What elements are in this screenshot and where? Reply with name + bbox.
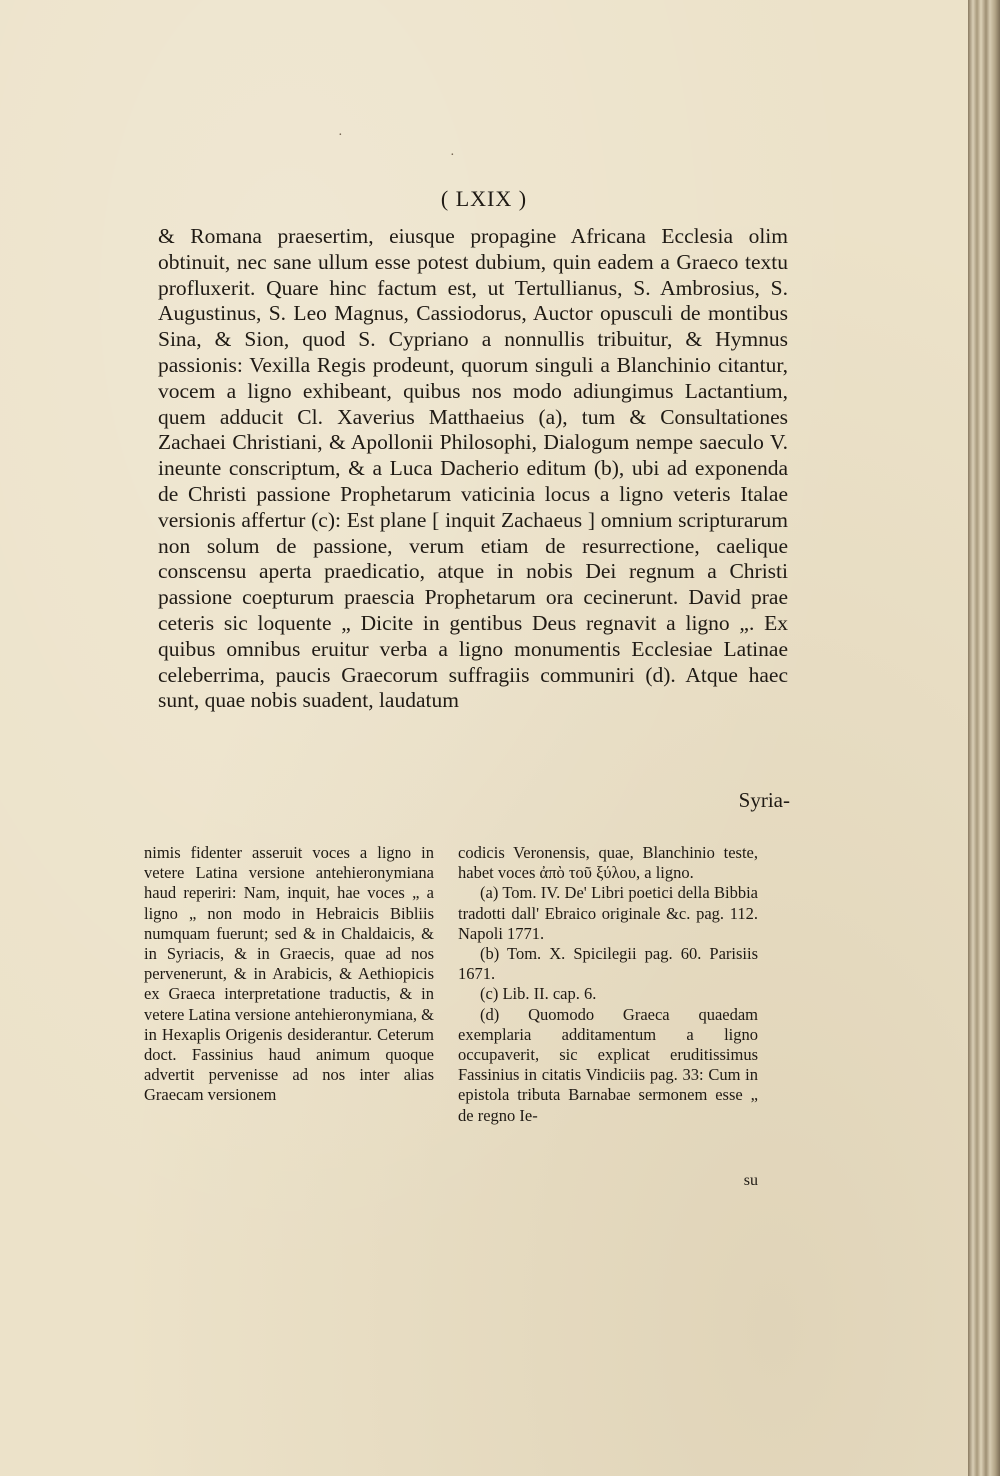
footnote-continuation: codicis Veronensis, quae, Blanchinio teste, habet voces ἀπὸ τοῦ ξύλου, a ligno. [458, 843, 758, 883]
footnote-column-right [458, 843, 758, 1126]
catchword-main: Syria- [738, 788, 790, 812]
footnote-b: (b) Tom. X. Spicilegii pag. 60. Parisiis 1671. [458, 944, 758, 984]
footnote-continuation: nimis fidenter asseruit voces a ligno in vetere Latina versione antehieronymiana haud reperiri: Nam, inquit, hae voces „ a ligno „ non modo in Hebraicis Bibliis numquam fuerunt; sed & in Chaldaicis, & in Syriacis, & in Graecis, quae ad nos pervenerunt, & in Arabicis, & Aethiopicis ex Graeca interpretatione traductis, & in vetere Latina versione antehieronymiana, & in Hexaplis Origenis desiderantur. Ceterum doct. Fassinius haud animum quoque advertit pervenisse ad nos inter alias Graecam versionem [144, 843, 434, 1105]
ink-speck: · [338, 128, 343, 143]
ink-speck: · [450, 148, 455, 163]
footnote-d: (d) Quomodo Graeca quaedam exemplaria additamentum a ligno occupaverit, sic explicat eruditissimus Fassinius in citatis Vindiciis pag. 33: Cum in epistola tributa Barnabae sermonem esse „ de regno Ie- [458, 1004, 758, 1125]
catchword-notes: su [743, 1172, 758, 1189]
page-number-header: ( LXIX ) [440, 186, 528, 211]
footnote-column-left [144, 843, 434, 1106]
footnote-c: (c) Lib. II. cap. 6. [480, 984, 597, 1004]
main-text [158, 224, 788, 714]
footnote-a: (a) Tom. IV. De' Libri poetici della Bibbia tradotti dall' Ebraico originale &c. pag. 112. Napoli 1771. [458, 883, 758, 943]
main-paragraph: & Romana praesertim, eiusque propagine Africana Ecclesia olim obtinuit, nec sane ullum esse potest dubium, quin eadem a Graeco textu profluxerit. Quare hinc factum est, ut Tertullianus, S. Ambrosius, S. Augustinus, S. Leo Magnus, Cassiodorus, Auctor opusculi de montibus Sina, & Sion, quod S. Cypriano a nonnullis tribuitur, & Hymnus passionis: Vexilla Regis prodeunt, quorum singuli a Blanchinio citantur, vocem a ligno exhibeant, quibus nos modo adiungimus Lactantium, quem adducit Cl. Xaverius Matthaeius (a), tum & Consultationes Zachaei Christiani, & Apollonii Philosophi, Dialogum nempe saeculo V. ineunte conscriptum, & a Luca Dacherio editum (b), ubi ad exponenda de Christi passione Prophetarum vaticinia locus a ligno veteris Italae versionis affertur (c): Est plane [ inquit Zachaeus ] omnium scripturarum non solum de passione, verum etiam de resurrectione, caelique conscensu aperta praedicatio, atque in nobis Dei regnum a Christi passione coepturum praescia Prophetarum ora cecinerunt. David prae ceteris sic loquente „ Dicite in gentibus Deus regnavit a ligno „. Ex quibus omnibus eruitur verba a ligno monumentis Ecclesiae Latinae celeberrima, paucis Graecorum suffragiis communiri (d). Atque haec sunt, quae nobis suadent, laudatum [158, 224, 788, 713]
page-edge [968, 0, 1000, 1476]
